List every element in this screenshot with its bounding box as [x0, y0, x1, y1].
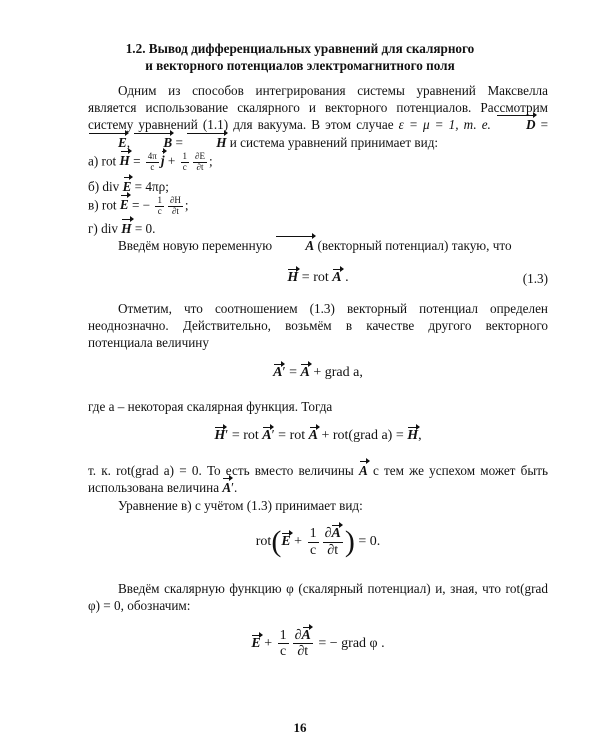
equation-v: в) rot E = − $\frac{1}{c}$ $\frac{\partial H}{\partial t}$ ;: [88, 195, 189, 216]
equation-1-3: H = rot A .: [287, 270, 349, 285]
equation-g: г) div H = 0.: [88, 221, 156, 236]
equation-rot-e: rot(E + $\frac{1}{c}$ $\frac{\partial A}{\partial t}$ ) = 0.: [255, 525, 381, 558]
paragraph-intro: Одним из способов интегрирования системы уравнений Максвелла является использование скалярного и векторного потенциалов. Рассмотрим систему уравнений (1.1) для вакуума. В этом случае ε = μ = 1, т. е. D = E, B = H и система уравнений принимает вид:: [88, 83, 549, 150]
equation-a: а) rot H = $\frac{4\pi}{c}$ j + $\frac{1}{c}$ $\frac{\partial E}{\partial t}$ ;: [88, 151, 213, 172]
paragraph-equation-v: Уравнение в) с учётом (1.3) принимает вид:: [118, 498, 363, 513]
equation-h-prime: H′ = rot A′ = rot A + rot(grad a) = H,: [214, 428, 422, 443]
equation-gradient: E + $\frac{1}{c}$ $\frac{\partial A}{\partial t}$ = − grad φ .: [251, 628, 385, 660]
equation-b: б) div E = 4πρ;: [88, 179, 169, 194]
equation-number-1-3: (1.3): [522, 271, 548, 286]
paragraph-rot-grad: т. к. rot(grad a) = 0. То есть вместо величины A с тем же успехом может быть использована величина A′.: [88, 463, 548, 496]
page-number: 16: [293, 720, 307, 735]
title-line-1: 1.2. Вывод дифференциальных уравнений для скалярного: [125, 41, 475, 56]
title-line-2: и векторного потенциалов электромагнитного поля: [145, 58, 455, 73]
paragraph-nonuniqueness: Отметим, что соотношением (1.3) векторный потенциал определен неоднозначно. Действительно, возьмём в качестве другого векторного потенциала величину: [88, 301, 548, 351]
equation-a-prime: A′ = A + grad a,: [273, 365, 363, 380]
paragraph-new-variable: Введём новую переменную A (векторный потенциал) такую, что: [118, 238, 512, 253]
paragraph-scalar-potential: Введём скалярную функцию φ (скалярный потенциал) и, зная, что rot(grad φ) = 0, обозначим:: [88, 581, 548, 614]
paragraph-scalar-function: где a – некоторая скалярная функция. Тогда: [88, 399, 333, 414]
section-title: [60, 40, 540, 74]
